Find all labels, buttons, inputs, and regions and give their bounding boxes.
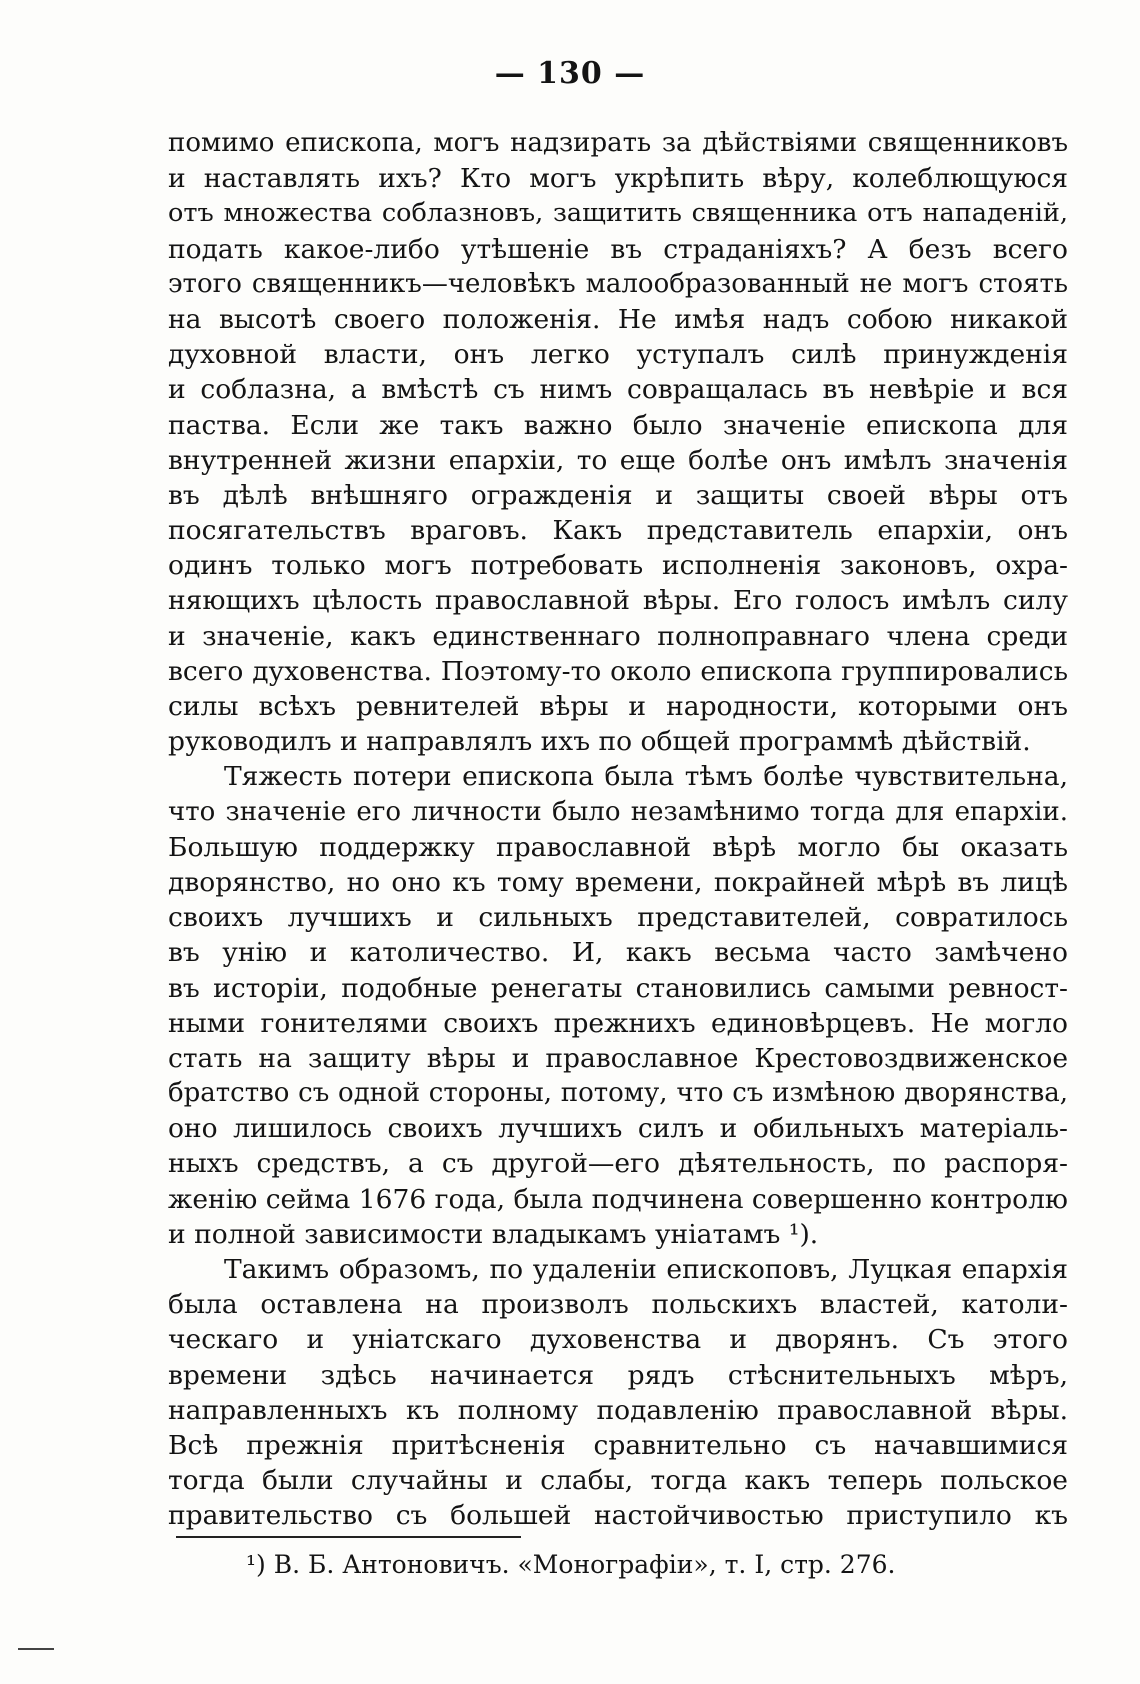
text-line: всего духовенства. Поэтому-то около епископа группировались — [168, 655, 1068, 687]
text-line: братство съ одной стороны, потому, что съ измѣною дворянства, — [168, 1078, 1068, 1109]
text-line: ческаго и уніатскаго духовенства и дворянъ. Съ этого — [168, 1324, 1068, 1356]
text-line: и полной зависимости владыкамъ уніатамъ ¹). — [168, 1218, 819, 1250]
scan-gutter-specks — [136, 150, 160, 1530]
text-line: тогда были случайны и слабы, тогда какъ теперь польское — [168, 1465, 1068, 1497]
text-line: одинъ только могъ потребовать исполненія законовъ, охра- — [168, 550, 1068, 582]
text-line: духовной власти, онъ легко уступалъ силѣ принужденія — [168, 339, 1068, 371]
text-line: внутренней жизни епархіи, то еще болѣе онъ имѣлъ значенія — [168, 444, 1068, 476]
text-line: силы всѣхъ ревнителей вѣры и народности, которыми онъ — [168, 691, 1068, 722]
text-line: и соблазна, а вмѣстѣ съ нимъ совращалась въ невѣріе и вся — [168, 374, 1068, 406]
text-line: и значеніе, какъ единственнаго полноправнаго члена среди — [168, 620, 1068, 652]
scan-edge-mark — [18, 1648, 54, 1650]
text-line: дворянство, но оно къ тому времени, покрайней мѣрѣ въ лицѣ — [168, 866, 1068, 898]
text-line: Всѣ прежнія притѣсненія сравнительно съ начавшимися — [168, 1429, 1068, 1461]
text-line: въ исторіи, подобные ренегаты становились самыми ревност- — [168, 972, 1068, 1004]
text-line: посягательствъ враговъ. Какъ представитель епархіи, онъ — [168, 515, 1068, 547]
text-line: стать на защиту вѣры и православное Крестовоздвиженское — [168, 1042, 1068, 1074]
text-line: правительство съ большей настойчивостью приступило къ — [168, 1500, 1068, 1532]
text-line: оно лишилось своихъ лучшихъ силъ и обильныхъ матеріаль- — [168, 1113, 1068, 1145]
text-line: времени здѣсь начинается рядъ стѣснительныхъ мѣръ, — [168, 1359, 1068, 1391]
text-line: руководилъ и направлялъ ихъ по общей программѣ дѣйствій. — [168, 726, 1031, 758]
text-line: на высотѣ своего положенія. Не имѣя надъ собою никакой — [168, 303, 1068, 335]
text-line: направленныхъ къ полному подавленію православной вѣры. — [168, 1394, 1068, 1426]
text-line: что значеніе его личности было незамѣнимо тогда для епархіи. — [168, 796, 1068, 827]
text-line: женію сейма 1676 года, была подчинена совершенно контролю — [168, 1183, 1068, 1215]
text-line: помимо епископа, могъ надзирать за дѣйствіями священниковъ — [168, 128, 1068, 158]
text-line: подать какое-либо утѣшеніе въ страданіяхъ? А безъ всего — [168, 233, 1068, 265]
paragraph-start-line: Такимъ образомъ, по удаленіи епископовъ, Луцкая епархія — [224, 1254, 1068, 1285]
text-line: была оставлена на произволъ польскихъ властей, католи- — [168, 1289, 1068, 1321]
body-text — [168, 126, 1068, 1534]
text-line: въ дѣлѣ внѣшняго огражденія и защиты своей вѣры отъ — [168, 479, 1068, 511]
paragraph-start-line: Тяжесть потери епископа была тѣмъ болѣе чувствительна, — [224, 761, 1068, 793]
text-line: няющихъ цѣлость православной вѣры. Его голосъ имѣлъ силу — [168, 585, 1068, 617]
text-line: отъ множества соблазновъ, защитить священника отъ нападеній, — [168, 198, 1068, 229]
text-line: ныхъ средствъ, а съ другой—его дѣятельность, по распоря- — [168, 1148, 1068, 1180]
footnote: ¹) В. Б. Антоновичъ. «Монографіи», т. I, стр. 276. — [246, 1550, 896, 1579]
text-line: этого священникъ—человѣкъ малообразованный не могъ стоять — [168, 268, 1068, 299]
text-line: въ унію и католичество. И, какъ весьма часто замѣчено — [168, 937, 1068, 969]
text-line: Большую поддержку православной вѣрѣ могло бы оказать — [168, 831, 1068, 863]
text-line: своихъ лучшихъ и сильныхъ представителей, совратилось — [168, 902, 1068, 934]
text-line: и наставлять ихъ? Кто могъ укрѣпить вѣру, колеблющуюся — [168, 163, 1068, 195]
page-number: — 130 — — [494, 56, 646, 91]
text-line: ными гонителями своихъ прежнихъ единовѣрцевъ. Не могло — [168, 1007, 1068, 1039]
text-line: паства. Если же такъ важно было значеніе епископа для — [168, 409, 1068, 441]
footnote-divider — [176, 1536, 521, 1538]
